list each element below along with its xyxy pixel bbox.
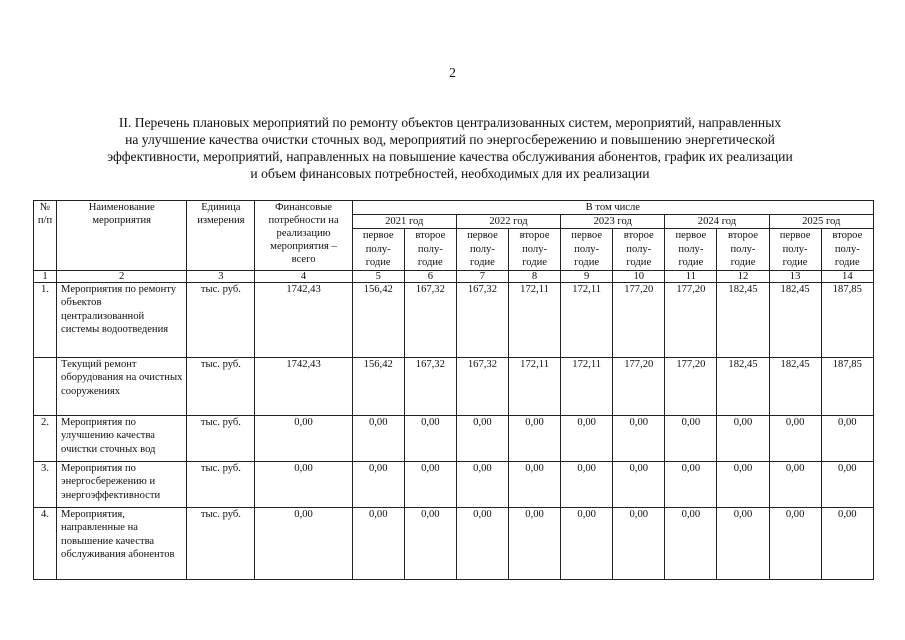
measure-name-cell: Мероприятия по улучшению качества очистки сточных вод [57,415,187,461]
column-number: 14 [821,270,873,282]
half-year-value-cell: 0,00 [665,461,717,507]
half-year-value-cell: 0,00 [561,461,613,507]
header-second-half: второе полу-годие [613,229,665,271]
measures-table [33,200,874,580]
half-year-value-cell: 0,00 [456,415,508,461]
page-number: 2 [449,66,456,81]
half-year-value-cell: 182,45 [717,357,769,415]
half-year-value-cell: 0,00 [717,415,769,461]
half-year-value-cell: 0,00 [404,507,456,579]
half-year-value-cell: 177,20 [613,282,665,357]
heading-line: и объем финансовых потребностей, необходимых для их реализации [250,166,650,181]
heading-line: II. Перечень плановых мероприятий по ремонту объектов централизованных систем, мероприятий, направленных [118,115,782,130]
table-row [34,357,874,415]
measure-name-cell: Текущий ремонт оборудования на очистных сооружениях [57,357,187,415]
half-year-value-cell: 0,00 [509,461,561,507]
measure-name-cell: Мероприятия по энергосбережению и энергоэффективности [57,461,187,507]
half-year-value-cell: 167,32 [456,357,508,415]
column-number: 11 [665,270,717,282]
half-year-value-cell: 0,00 [821,461,873,507]
unit-cell: тыс. руб. [187,461,255,507]
header-year-2024: 2024 год [665,215,769,229]
header-name: Наименование мероприятия [57,201,187,271]
table-row [34,282,874,357]
half-year-value-cell: 167,32 [404,357,456,415]
row-num-cell: 4. [34,507,57,579]
half-year-value-cell: 0,00 [509,507,561,579]
half-year-value-cell: 0,00 [352,415,404,461]
header-second-half: второе полу-годие [717,229,769,271]
half-year-value-cell: 0,00 [404,461,456,507]
half-year-value-cell: 0,00 [456,461,508,507]
column-number-row [34,270,874,282]
half-year-value-cell: 0,00 [821,507,873,579]
header-first-half: первое полу-годие [561,229,613,271]
column-number: 4 [255,270,352,282]
heading-line: эффективности, мероприятий, направленных на повышение качества обслуживания абонентов, график их реализации [107,149,793,164]
column-number: 2 [57,270,187,282]
half-year-value-cell: 0,00 [769,461,821,507]
half-year-value-cell: 0,00 [613,415,665,461]
header-second-half: второе полу-годие [509,229,561,271]
half-year-value-cell: 177,20 [665,282,717,357]
header-second-half: второе полу-годие [404,229,456,271]
header-finance: Финансовые потребности на реализацию мероприятия – всего [255,201,352,271]
half-year-value-cell: 182,45 [769,282,821,357]
measure-name-cell: Мероприятия по ремонту объектов централизованной системы водоотведения [57,282,187,357]
unit-cell: тыс. руб. [187,357,255,415]
header-unit: Единица измерения [187,201,255,271]
half-year-value-cell: 0,00 [613,461,665,507]
half-year-value-cell: 0,00 [665,507,717,579]
half-year-value-cell: 0,00 [561,507,613,579]
half-year-value-cell: 0,00 [352,461,404,507]
half-year-value-cell: 0,00 [769,415,821,461]
header-year-2021: 2021 год [352,215,456,229]
half-year-value-cell: 0,00 [717,507,769,579]
half-year-value-cell: 0,00 [613,507,665,579]
half-year-value-cell: 172,11 [561,357,613,415]
half-year-value-cell: 0,00 [665,415,717,461]
heading-line: на улучшение качества очистки сточных вод, мероприятий по энергосбережению и повышению энергетической [125,132,775,147]
half-year-value-cell: 172,11 [509,357,561,415]
column-number: 7 [456,270,508,282]
header-first-half: первое полу-годие [352,229,404,271]
row-num-cell: 1. [34,282,57,357]
half-year-value-cell: 0,00 [509,415,561,461]
unit-cell: тыс. руб. [187,507,255,579]
table-row [34,415,874,461]
half-year-value-cell: 167,32 [456,282,508,357]
row-num-cell: 2. [34,415,57,461]
column-number: 1 [34,270,57,282]
table-row [34,461,874,507]
column-number: 10 [613,270,665,282]
half-year-value-cell: 0,00 [352,507,404,579]
column-number: 12 [717,270,769,282]
header-year-2023: 2023 год [561,215,665,229]
total-cell: 0,00 [255,461,352,507]
column-number: 9 [561,270,613,282]
total-cell: 1742,43 [255,282,352,357]
header-second-half: второе полу-годие [821,229,873,271]
row-num-cell: 3. [34,461,57,507]
half-year-value-cell: 0,00 [717,461,769,507]
half-year-value-cell: 182,45 [769,357,821,415]
half-year-value-cell: 172,11 [561,282,613,357]
half-year-value-cell: 182,45 [717,282,769,357]
half-year-value-cell: 187,85 [821,282,873,357]
half-year-value-cell: 0,00 [821,415,873,461]
measure-name-cell: Мероприятия, направленные на повышение качества обслуживания абонентов [57,507,187,579]
half-year-value-cell: 167,32 [404,282,456,357]
column-number: 5 [352,270,404,282]
total-cell: 0,00 [255,415,352,461]
half-year-value-cell: 156,42 [352,357,404,415]
header-year-2025: 2025 год [769,215,873,229]
half-year-value-cell: 187,85 [821,357,873,415]
half-year-value-cell: 0,00 [404,415,456,461]
total-cell: 0,00 [255,507,352,579]
header-first-half: первое полу-годие [769,229,821,271]
half-year-value-cell: 156,42 [352,282,404,357]
header-year-2022: 2022 год [456,215,560,229]
column-number: 13 [769,270,821,282]
half-year-value-cell: 177,20 [613,357,665,415]
half-year-value-cell: 0,00 [561,415,613,461]
total-cell: 1742,43 [255,357,352,415]
header-first-half: первое полу-годие [456,229,508,271]
header-first-half: первое полу-годие [665,229,717,271]
column-number: 3 [187,270,255,282]
half-year-value-cell: 172,11 [509,282,561,357]
half-year-value-cell: 0,00 [769,507,821,579]
document-heading [60,114,840,182]
row-num-cell [34,357,57,415]
half-year-value-cell: 177,20 [665,357,717,415]
half-year-value-cell: 0,00 [456,507,508,579]
column-number: 8 [509,270,561,282]
table-row [34,507,874,579]
unit-cell: тыс. руб. [187,282,255,357]
header-num: № п/п [34,201,57,271]
header-including: В том числе [352,201,873,215]
unit-cell: тыс. руб. [187,415,255,461]
column-number: 6 [404,270,456,282]
